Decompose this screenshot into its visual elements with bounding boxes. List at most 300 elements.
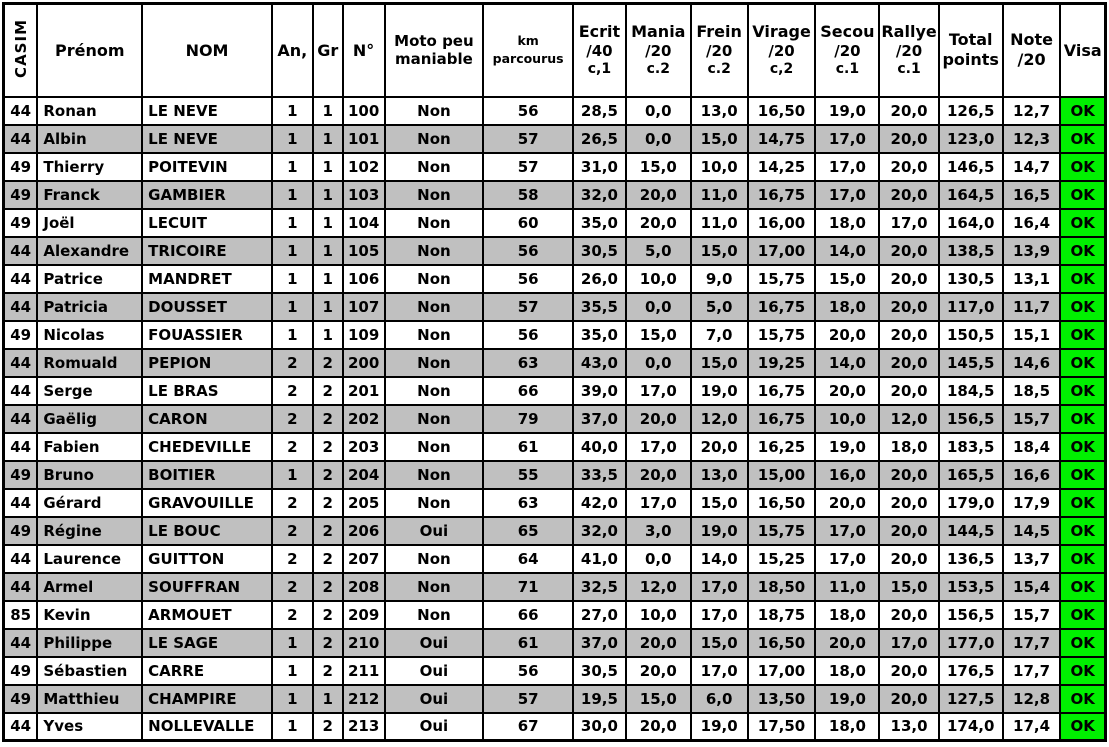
cell-virage: 16,00 bbox=[748, 209, 816, 237]
cell-gr: 1 bbox=[313, 181, 343, 209]
cell-prenom: Patrice bbox=[37, 265, 142, 293]
cell-total: 176,5 bbox=[939, 657, 1003, 685]
cell-note: 15,7 bbox=[1003, 405, 1061, 433]
cell-casim: 49 bbox=[4, 181, 38, 209]
cell-frein: 17,0 bbox=[691, 573, 748, 601]
cell-ecrit: 19,5 bbox=[573, 685, 626, 713]
col-header-casim bbox=[4, 4, 38, 97]
cell-ecrit: 31,0 bbox=[573, 153, 626, 181]
cell-prenom: Franck bbox=[37, 181, 142, 209]
cell-prenom: Patricia bbox=[37, 293, 142, 321]
cell-prenom: Bruno bbox=[37, 461, 142, 489]
cell-gr: 2 bbox=[313, 657, 343, 685]
cell-moto: Oui bbox=[385, 629, 484, 657]
cell-total: 145,5 bbox=[939, 349, 1003, 377]
cell-prenom: Albin bbox=[37, 125, 142, 153]
cell-mania: 3,0 bbox=[626, 517, 691, 545]
table-row bbox=[4, 377, 1106, 405]
cell-ecrit: 26,0 bbox=[573, 265, 626, 293]
cell-mania: 0,0 bbox=[626, 293, 691, 321]
cell-total: 144,5 bbox=[939, 517, 1003, 545]
cell-total: 177,0 bbox=[939, 629, 1003, 657]
table-row bbox=[4, 125, 1106, 153]
cell-km: 65 bbox=[483, 517, 573, 545]
cell-total: 150,5 bbox=[939, 321, 1003, 349]
cell-rallye: 17,0 bbox=[879, 209, 938, 237]
cell-note: 15,4 bbox=[1003, 573, 1061, 601]
cell-secou: 18,0 bbox=[815, 293, 879, 321]
cell-visa: OK bbox=[1060, 629, 1105, 657]
table-row bbox=[4, 237, 1106, 265]
cell-virage: 18,50 bbox=[748, 573, 816, 601]
cell-rallye: 20,0 bbox=[879, 657, 938, 685]
cell-note: 13,1 bbox=[1003, 265, 1061, 293]
cell-rallye: 20,0 bbox=[879, 461, 938, 489]
table-row bbox=[4, 265, 1106, 293]
cell-km: 56 bbox=[483, 321, 573, 349]
cell-rallye: 20,0 bbox=[879, 265, 938, 293]
cell-nom: CARRE bbox=[142, 657, 272, 685]
cell-casim: 44 bbox=[4, 265, 38, 293]
cell-virage: 16,50 bbox=[748, 489, 816, 517]
cell-mania: 20,0 bbox=[626, 657, 691, 685]
cell-note: 16,4 bbox=[1003, 209, 1061, 237]
col-header-mania bbox=[626, 4, 691, 97]
col-header-moto bbox=[385, 4, 484, 97]
cell-an: 1 bbox=[272, 209, 313, 237]
cell-note: 17,7 bbox=[1003, 657, 1061, 685]
cell-casim: 44 bbox=[4, 293, 38, 321]
cell-km: 57 bbox=[483, 153, 573, 181]
cell-an: 1 bbox=[272, 657, 313, 685]
cell-km: 57 bbox=[483, 125, 573, 153]
cell-frein: 11,0 bbox=[691, 209, 748, 237]
col-header-frein bbox=[691, 4, 748, 97]
cell-rallye: 20,0 bbox=[879, 153, 938, 181]
table-row bbox=[4, 293, 1106, 321]
cell-mania: 5,0 bbox=[626, 237, 691, 265]
cell-an: 1 bbox=[272, 265, 313, 293]
cell-km: 58 bbox=[483, 181, 573, 209]
cell-visa: OK bbox=[1060, 321, 1105, 349]
cell-secou: 20,0 bbox=[815, 489, 879, 517]
cell-nom: FOUASSIER bbox=[142, 321, 272, 349]
cell-num: 100 bbox=[343, 97, 385, 125]
cell-casim: 49 bbox=[4, 321, 38, 349]
cell-ecrit: 30,5 bbox=[573, 237, 626, 265]
cell-rallye: 20,0 bbox=[879, 181, 938, 209]
col-header-nom: NOM bbox=[142, 4, 272, 97]
casim-vertical-label: CASIM bbox=[11, 18, 30, 78]
cell-an: 1 bbox=[272, 153, 313, 181]
cell-moto: Non bbox=[385, 265, 484, 293]
cell-casim: 44 bbox=[4, 433, 38, 461]
score-header-denom: /40 bbox=[586, 42, 613, 61]
cell-ecrit: 37,0 bbox=[573, 405, 626, 433]
cell-casim: 44 bbox=[4, 97, 38, 125]
col-header-visa: Visa bbox=[1060, 4, 1105, 97]
cell-mania: 0,0 bbox=[626, 125, 691, 153]
cell-an: 1 bbox=[272, 125, 313, 153]
cell-ecrit: 32,0 bbox=[573, 517, 626, 545]
cell-rallye: 13,0 bbox=[879, 713, 938, 741]
cell-nom: LE NEVE bbox=[142, 97, 272, 125]
cell-rallye: 20,0 bbox=[879, 377, 938, 405]
cell-mania: 20,0 bbox=[626, 713, 691, 741]
cell-num: 203 bbox=[343, 433, 385, 461]
table-row bbox=[4, 657, 1106, 685]
moto-header-line2: maniable bbox=[395, 50, 473, 69]
cell-an: 2 bbox=[272, 377, 313, 405]
cell-frein: 19,0 bbox=[691, 377, 748, 405]
cell-moto: Non bbox=[385, 321, 484, 349]
col-header-secou bbox=[815, 4, 879, 97]
cell-secou: 18,0 bbox=[815, 657, 879, 685]
cell-an: 1 bbox=[272, 237, 313, 265]
cell-virage: 17,00 bbox=[748, 657, 816, 685]
cell-prenom: Armel bbox=[37, 573, 142, 601]
cell-gr: 2 bbox=[313, 405, 343, 433]
cell-note: 18,4 bbox=[1003, 433, 1061, 461]
cell-note: 13,9 bbox=[1003, 237, 1061, 265]
cell-km: 57 bbox=[483, 685, 573, 713]
cell-moto: Oui bbox=[385, 685, 484, 713]
cell-km: 60 bbox=[483, 209, 573, 237]
col-header-num: N° bbox=[343, 4, 385, 97]
cell-mania: 0,0 bbox=[626, 545, 691, 573]
cell-km: 64 bbox=[483, 545, 573, 573]
col-header-rallye bbox=[879, 4, 938, 97]
cell-moto: Non bbox=[385, 237, 484, 265]
cell-note: 12,8 bbox=[1003, 685, 1061, 713]
cell-frein: 5,0 bbox=[691, 293, 748, 321]
cell-secou: 18,0 bbox=[815, 713, 879, 741]
cell-an: 1 bbox=[272, 713, 313, 741]
cell-prenom: Nicolas bbox=[37, 321, 142, 349]
cell-gr: 1 bbox=[313, 97, 343, 125]
table-row bbox=[4, 181, 1106, 209]
cell-secou: 16,0 bbox=[815, 461, 879, 489]
cell-num: 106 bbox=[343, 265, 385, 293]
cell-gr: 1 bbox=[313, 685, 343, 713]
cell-frein: 14,0 bbox=[691, 545, 748, 573]
table-row bbox=[4, 601, 1106, 629]
cell-visa: OK bbox=[1060, 573, 1105, 601]
cell-moto: Oui bbox=[385, 713, 484, 741]
cell-mania: 20,0 bbox=[626, 405, 691, 433]
col-header-note bbox=[1003, 4, 1061, 97]
cell-gr: 2 bbox=[313, 545, 343, 573]
cell-gr: 2 bbox=[313, 629, 343, 657]
score-header-denom: /20 bbox=[834, 42, 861, 61]
cell-casim: 44 bbox=[4, 125, 38, 153]
cell-casim: 44 bbox=[4, 349, 38, 377]
cell-ecrit: 39,0 bbox=[573, 377, 626, 405]
cell-mania: 0,0 bbox=[626, 97, 691, 125]
cell-moto: Non bbox=[385, 97, 484, 125]
cell-km: 55 bbox=[483, 461, 573, 489]
cell-secou: 11,0 bbox=[815, 573, 879, 601]
cell-an: 2 bbox=[272, 489, 313, 517]
cell-visa: OK bbox=[1060, 265, 1105, 293]
cell-frein: 15,0 bbox=[691, 349, 748, 377]
cell-virage: 15,25 bbox=[748, 545, 816, 573]
cell-mania: 10,0 bbox=[626, 601, 691, 629]
table-row bbox=[4, 685, 1106, 713]
cell-virage: 17,00 bbox=[748, 237, 816, 265]
cell-ecrit: 40,0 bbox=[573, 433, 626, 461]
cell-secou: 17,0 bbox=[815, 181, 879, 209]
cell-moto: Non bbox=[385, 601, 484, 629]
cell-secou: 19,0 bbox=[815, 433, 879, 461]
cell-secou: 20,0 bbox=[815, 377, 879, 405]
cell-total: 136,5 bbox=[939, 545, 1003, 573]
score-header-name: Secou bbox=[820, 22, 875, 42]
cell-moto: Non bbox=[385, 573, 484, 601]
table-row bbox=[4, 97, 1106, 125]
cell-an: 1 bbox=[272, 181, 313, 209]
cell-mania: 0,0 bbox=[626, 349, 691, 377]
cell-prenom: Romuald bbox=[37, 349, 142, 377]
cell-num: 107 bbox=[343, 293, 385, 321]
cell-num: 105 bbox=[343, 237, 385, 265]
score-header-name: Rallye bbox=[881, 22, 937, 42]
cell-note: 17,9 bbox=[1003, 489, 1061, 517]
cell-num: 204 bbox=[343, 461, 385, 489]
cell-num: 101 bbox=[343, 125, 385, 153]
cell-gr: 1 bbox=[313, 237, 343, 265]
table-row bbox=[4, 489, 1106, 517]
cell-virage: 14,25 bbox=[748, 153, 816, 181]
table-row bbox=[4, 349, 1106, 377]
cell-ecrit: 37,0 bbox=[573, 629, 626, 657]
table-row bbox=[4, 545, 1106, 573]
cell-km: 56 bbox=[483, 237, 573, 265]
cell-num: 209 bbox=[343, 601, 385, 629]
cell-virage: 14,75 bbox=[748, 125, 816, 153]
cell-gr: 2 bbox=[313, 349, 343, 377]
cell-mania: 10,0 bbox=[626, 265, 691, 293]
cell-mania: 20,0 bbox=[626, 461, 691, 489]
cell-ecrit: 30,5 bbox=[573, 657, 626, 685]
cell-num: 202 bbox=[343, 405, 385, 433]
cell-nom: GUITTON bbox=[142, 545, 272, 573]
cell-rallye: 20,0 bbox=[879, 545, 938, 573]
cell-note: 16,6 bbox=[1003, 461, 1061, 489]
cell-casim: 44 bbox=[4, 237, 38, 265]
cell-frein: 19,0 bbox=[691, 517, 748, 545]
cell-total: 179,0 bbox=[939, 489, 1003, 517]
cell-note: 13,7 bbox=[1003, 545, 1061, 573]
cell-prenom: Régine bbox=[37, 517, 142, 545]
cell-an: 2 bbox=[272, 517, 313, 545]
score-header-coef: c.1 bbox=[897, 60, 921, 77]
cell-rallye: 20,0 bbox=[879, 125, 938, 153]
cell-moto: Non bbox=[385, 489, 484, 517]
cell-rallye: 12,0 bbox=[879, 405, 938, 433]
cell-total: 156,5 bbox=[939, 601, 1003, 629]
cell-ecrit: 41,0 bbox=[573, 545, 626, 573]
score-header-coef: c,2 bbox=[769, 60, 794, 77]
cell-ecrit: 35,0 bbox=[573, 321, 626, 349]
cell-total: 184,5 bbox=[939, 377, 1003, 405]
cell-rallye: 20,0 bbox=[879, 685, 938, 713]
cell-moto: Non bbox=[385, 209, 484, 237]
cell-nom: DOUSSET bbox=[142, 293, 272, 321]
table-row bbox=[4, 153, 1106, 181]
cell-visa: OK bbox=[1060, 433, 1105, 461]
km-header-line1: km bbox=[517, 32, 539, 48]
cell-nom: CARON bbox=[142, 405, 272, 433]
cell-rallye: 20,0 bbox=[879, 97, 938, 125]
col-header-total bbox=[939, 4, 1003, 97]
cell-num: 200 bbox=[343, 349, 385, 377]
cell-rallye: 15,0 bbox=[879, 573, 938, 601]
cell-note: 17,7 bbox=[1003, 629, 1061, 657]
cell-moto: Non bbox=[385, 461, 484, 489]
cell-nom: TRICOIRE bbox=[142, 237, 272, 265]
cell-km: 56 bbox=[483, 97, 573, 125]
cell-rallye: 20,0 bbox=[879, 489, 938, 517]
cell-prenom: Ronan bbox=[37, 97, 142, 125]
cell-note: 12,7 bbox=[1003, 97, 1061, 125]
cell-visa: OK bbox=[1060, 601, 1105, 629]
cell-virage: 19,25 bbox=[748, 349, 816, 377]
cell-mania: 20,0 bbox=[626, 209, 691, 237]
cell-secou: 14,0 bbox=[815, 237, 879, 265]
cell-ecrit: 32,0 bbox=[573, 181, 626, 209]
cell-visa: OK bbox=[1060, 545, 1105, 573]
cell-frein: 15,0 bbox=[691, 489, 748, 517]
cell-rallye: 20,0 bbox=[879, 321, 938, 349]
cell-visa: OK bbox=[1060, 181, 1105, 209]
cell-frein: 17,0 bbox=[691, 657, 748, 685]
cell-num: 208 bbox=[343, 573, 385, 601]
cell-nom: MANDRET bbox=[142, 265, 272, 293]
cell-ecrit: 30,0 bbox=[573, 713, 626, 741]
table-row bbox=[4, 713, 1106, 741]
cell-an: 2 bbox=[272, 433, 313, 461]
cell-virage: 16,75 bbox=[748, 293, 816, 321]
cell-virage: 16,75 bbox=[748, 181, 816, 209]
cell-virage: 15,75 bbox=[748, 265, 816, 293]
cell-num: 211 bbox=[343, 657, 385, 685]
score-header-name: Ecrit bbox=[578, 22, 621, 42]
cell-note: 11,7 bbox=[1003, 293, 1061, 321]
cell-casim: 44 bbox=[4, 573, 38, 601]
cell-mania: 20,0 bbox=[626, 181, 691, 209]
total-header-line2: points bbox=[942, 50, 999, 70]
moto-header-line1: Moto peu bbox=[394, 31, 474, 50]
col-header-ecrit bbox=[573, 4, 626, 97]
score-header-denom: /20 bbox=[768, 42, 795, 61]
cell-note: 15,1 bbox=[1003, 321, 1061, 349]
cell-casim: 49 bbox=[4, 153, 38, 181]
cell-gr: 2 bbox=[313, 713, 343, 741]
col-header-an: An, bbox=[272, 4, 313, 97]
cell-total: 165,5 bbox=[939, 461, 1003, 489]
cell-an: 1 bbox=[272, 685, 313, 713]
results-table bbox=[2, 2, 1107, 742]
col-header-km bbox=[483, 4, 573, 97]
cell-virage: 15,75 bbox=[748, 517, 816, 545]
cell-frein: 10,0 bbox=[691, 153, 748, 181]
cell-frein: 20,0 bbox=[691, 433, 748, 461]
cell-nom: GAMBIER bbox=[142, 181, 272, 209]
cell-rallye: 18,0 bbox=[879, 433, 938, 461]
cell-km: 57 bbox=[483, 293, 573, 321]
cell-total: 164,0 bbox=[939, 209, 1003, 237]
cell-visa: OK bbox=[1060, 405, 1105, 433]
cell-note: 12,3 bbox=[1003, 125, 1061, 153]
cell-nom: LE SAGE bbox=[142, 629, 272, 657]
cell-mania: 15,0 bbox=[626, 321, 691, 349]
note-header-line1: Note bbox=[1010, 30, 1053, 50]
cell-ecrit: 33,5 bbox=[573, 461, 626, 489]
cell-gr: 1 bbox=[313, 265, 343, 293]
cell-moto: Non bbox=[385, 293, 484, 321]
cell-virage: 17,50 bbox=[748, 713, 816, 741]
score-header-coef: c.1 bbox=[835, 60, 860, 77]
cell-num: 213 bbox=[343, 713, 385, 741]
score-header-name: Frein bbox=[696, 22, 742, 42]
cell-frein: 13,0 bbox=[691, 97, 748, 125]
cell-prenom: Thierry bbox=[37, 153, 142, 181]
cell-frein: 15,0 bbox=[691, 629, 748, 657]
cell-km: 79 bbox=[483, 405, 573, 433]
cell-nom: PEPION bbox=[142, 349, 272, 377]
cell-ecrit: 43,0 bbox=[573, 349, 626, 377]
cell-casim: 44 bbox=[4, 713, 38, 741]
score-header-coef: c.2 bbox=[646, 60, 670, 77]
cell-mania: 17,0 bbox=[626, 433, 691, 461]
cell-moto: Non bbox=[385, 405, 484, 433]
table-row bbox=[4, 629, 1106, 657]
cell-frein: 7,0 bbox=[691, 321, 748, 349]
cell-visa: OK bbox=[1060, 517, 1105, 545]
cell-km: 56 bbox=[483, 657, 573, 685]
col-header-virage bbox=[748, 4, 816, 97]
cell-an: 1 bbox=[272, 97, 313, 125]
cell-casim: 49 bbox=[4, 657, 38, 685]
score-header-denom: /20 bbox=[705, 42, 733, 61]
cell-ecrit: 42,0 bbox=[573, 489, 626, 517]
cell-virage: 15,75 bbox=[748, 321, 816, 349]
cell-mania: 15,0 bbox=[626, 685, 691, 713]
cell-nom: NOLLEVALLE bbox=[142, 713, 272, 741]
cell-frein: 15,0 bbox=[691, 237, 748, 265]
score-header-name: Virage bbox=[752, 22, 811, 42]
cell-total: 117,0 bbox=[939, 293, 1003, 321]
score-header-coef: c.2 bbox=[707, 60, 731, 77]
cell-casim: 44 bbox=[4, 377, 38, 405]
cell-prenom: Joël bbox=[37, 209, 142, 237]
cell-visa: OK bbox=[1060, 293, 1105, 321]
cell-moto: Non bbox=[385, 153, 484, 181]
cell-moto: Non bbox=[385, 349, 484, 377]
cell-moto: Oui bbox=[385, 657, 484, 685]
cell-num: 205 bbox=[343, 489, 385, 517]
table-row bbox=[4, 573, 1106, 601]
cell-km: 71 bbox=[483, 573, 573, 601]
cell-num: 207 bbox=[343, 545, 385, 573]
cell-km: 63 bbox=[483, 349, 573, 377]
cell-moto: Oui bbox=[385, 517, 484, 545]
cell-km: 61 bbox=[483, 433, 573, 461]
cell-moto: Non bbox=[385, 433, 484, 461]
table-row bbox=[4, 321, 1106, 349]
cell-prenom: Gaëlig bbox=[37, 405, 142, 433]
